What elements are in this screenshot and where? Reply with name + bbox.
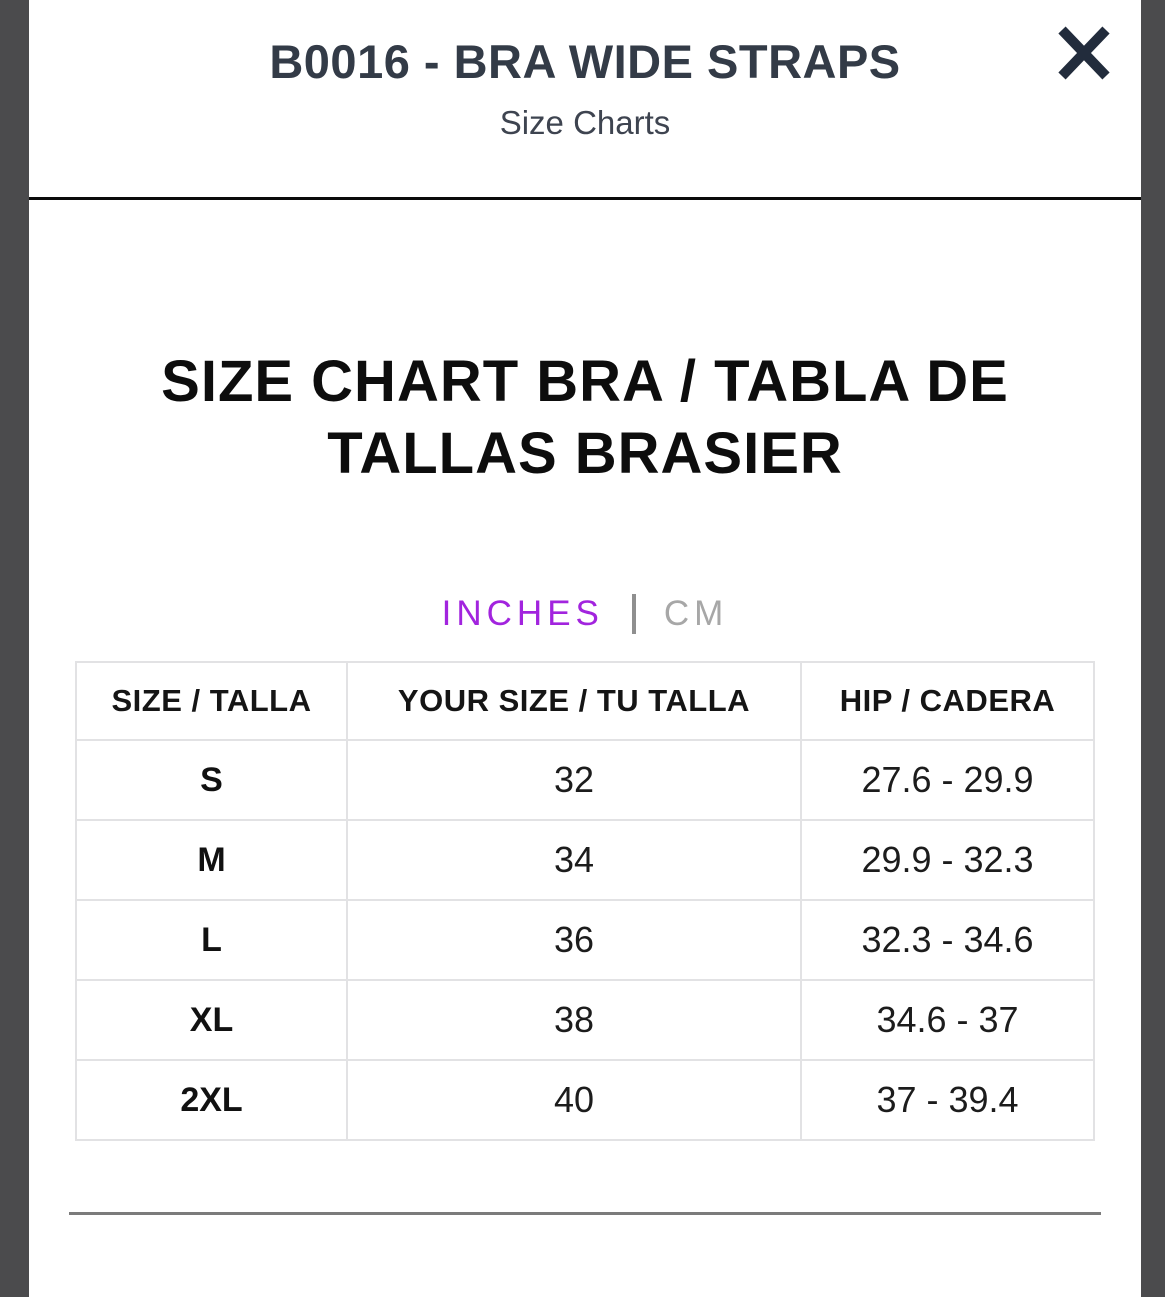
- column-header-your-size: YOUR SIZE / TU TALLA: [347, 662, 801, 740]
- your-size-cell: 32: [347, 740, 801, 820]
- product-title: B0016 - BRA WIDE STRAPS: [269, 35, 901, 88]
- hip-cell: 32.3 - 34.6: [801, 900, 1094, 980]
- hip-cell: 34.6 - 37: [801, 980, 1094, 1060]
- close-button[interactable]: [1051, 20, 1117, 86]
- size-cell: XL: [76, 980, 347, 1060]
- size-cell: M: [76, 820, 347, 900]
- size-cell: 2XL: [76, 1060, 347, 1140]
- hip-cell: 27.6 - 29.9: [801, 740, 1094, 820]
- table-row: [76, 900, 1094, 980]
- your-size-cell: 36: [347, 900, 801, 980]
- unit-toggle: [29, 594, 1141, 634]
- bottom-divider: [69, 1212, 1101, 1215]
- your-size-cell: 34: [347, 820, 801, 900]
- size-chart-heading-line2: TALLAS BRASIER: [327, 421, 843, 486]
- modal-header: [29, 0, 1141, 200]
- size-cell: L: [76, 900, 347, 980]
- unit-tab-cm[interactable]: CM: [663, 594, 729, 633]
- your-size-cell: 38: [347, 980, 801, 1060]
- close-icon: [1055, 25, 1113, 81]
- table-header-row: [76, 662, 1094, 740]
- size-chart-heading: [29, 346, 1141, 490]
- table-row: [76, 740, 1094, 820]
- table-row: [76, 820, 1094, 900]
- size-cell: S: [76, 740, 347, 820]
- your-size-cell: 40: [347, 1060, 801, 1140]
- hip-cell: 37 - 39.4: [801, 1060, 1094, 1140]
- hip-cell: 29.9 - 32.3: [801, 820, 1094, 900]
- unit-tab-inches[interactable]: INCHES: [441, 594, 604, 633]
- size-charts-modal: [29, 0, 1141, 1297]
- size-chart-table: [75, 661, 1095, 1141]
- column-header-hip: HIP / CADERA: [801, 662, 1094, 740]
- modal-subtitle: Size Charts: [499, 103, 671, 141]
- unit-toggle-divider: [632, 594, 636, 634]
- size-chart-heading-line1: SIZE CHART BRA / TABLA DE: [161, 349, 1009, 414]
- table-row: [76, 980, 1094, 1060]
- column-header-size: SIZE / TALLA: [76, 662, 347, 740]
- table-row: [76, 1060, 1094, 1140]
